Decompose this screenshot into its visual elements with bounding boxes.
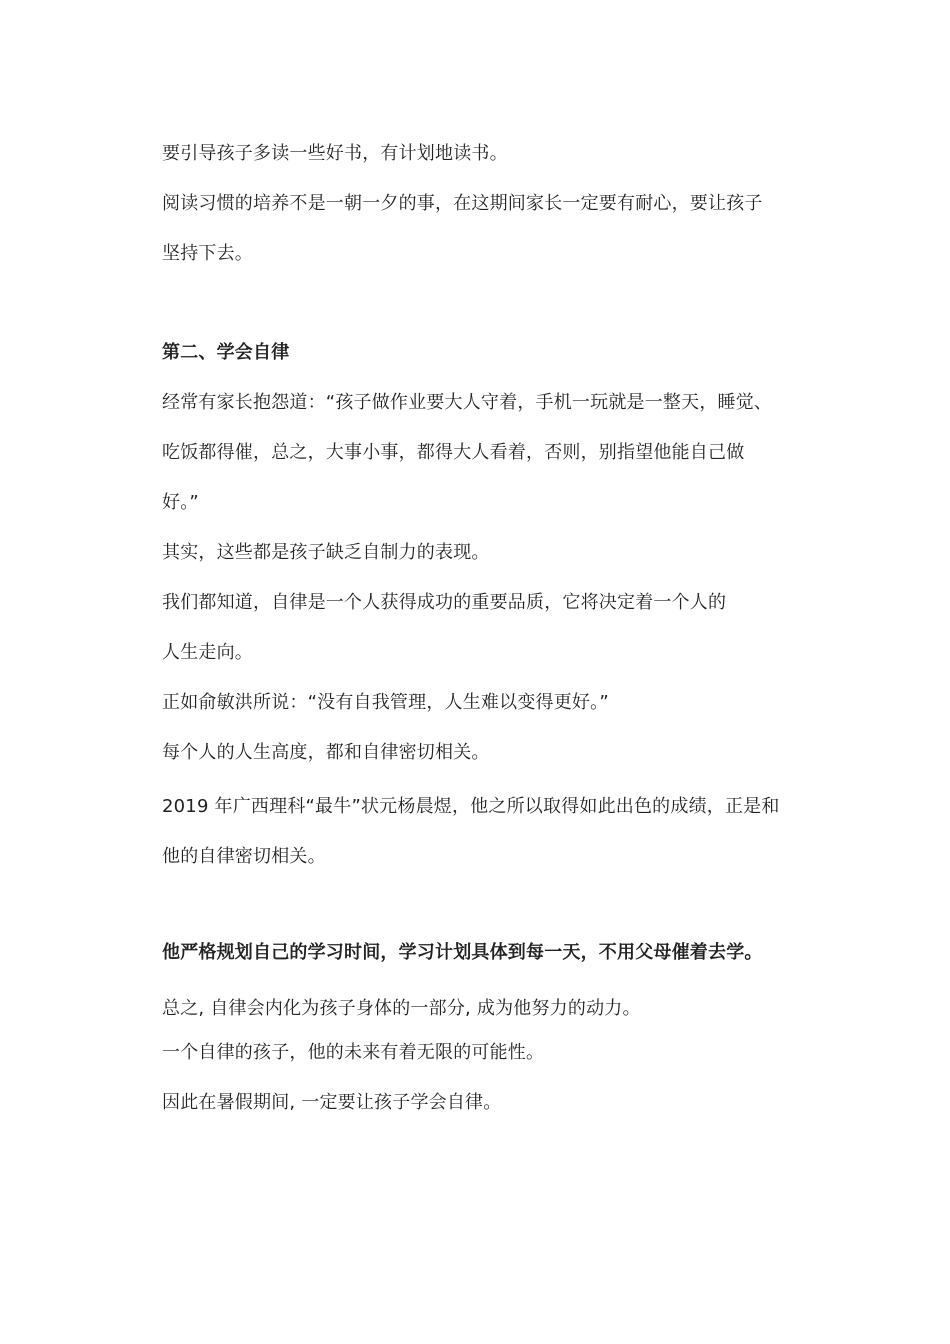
paragraph-line: 一个自律的孩子，他的未来有着无限的可能性。	[162, 1042, 545, 1063]
paragraph-line: 他的自律密切相关。	[162, 846, 326, 867]
paragraph-line: 因此在暑假期间, 一定要让孩子学会自律。	[162, 1092, 502, 1113]
paragraph-line: 吃饭都得催，总之，大事小事，都得大人看着，否则，别指望他能自己做	[162, 442, 745, 463]
paragraph-line: 其实，这些都是孩子缺乏自制力的表现。	[162, 542, 490, 563]
section-heading: 第二、学会自律	[162, 342, 290, 363]
paragraph-line: 经常有家长抱怨道：“孩子做作业要大人守着，手机一玩就是一整天，睡觉、	[162, 392, 773, 413]
emphasis-line: 他严格规划自己的学习时间，学习计划具体到每一天，不用父母催着去学。	[162, 942, 763, 963]
quote-line: 正如俞敏洪所说：“没有自我管理，人生难以变得更好。”	[162, 692, 609, 713]
paragraph-line: 2019 年广西理科“最牛”状元杨晨煜，他之所以取得如此出色的成绩，正是和	[162, 796, 780, 817]
paragraph-line: 要引导孩子多读一些好书，有计划地读书。	[162, 143, 508, 164]
paragraph-line: 好。”	[162, 492, 199, 513]
paragraph-line: 总之, 自律会内化为孩子身体的一部分, 成为他努力的动力。	[162, 998, 641, 1019]
paragraph-line: 阅读习惯的培养不是一朝一夕的事，在这期间家长一定要有耐心，要让孩子	[162, 193, 763, 214]
paragraph-line: 我们都知道，自律是一个人获得成功的重要品质，它将决定着一个人的	[162, 592, 727, 613]
paragraph-line: 坚持下去。	[162, 243, 253, 264]
paragraph-line: 每个人的人生高度，都和自律密切相关。	[162, 742, 490, 763]
paragraph-line: 人生走向。	[162, 642, 253, 663]
